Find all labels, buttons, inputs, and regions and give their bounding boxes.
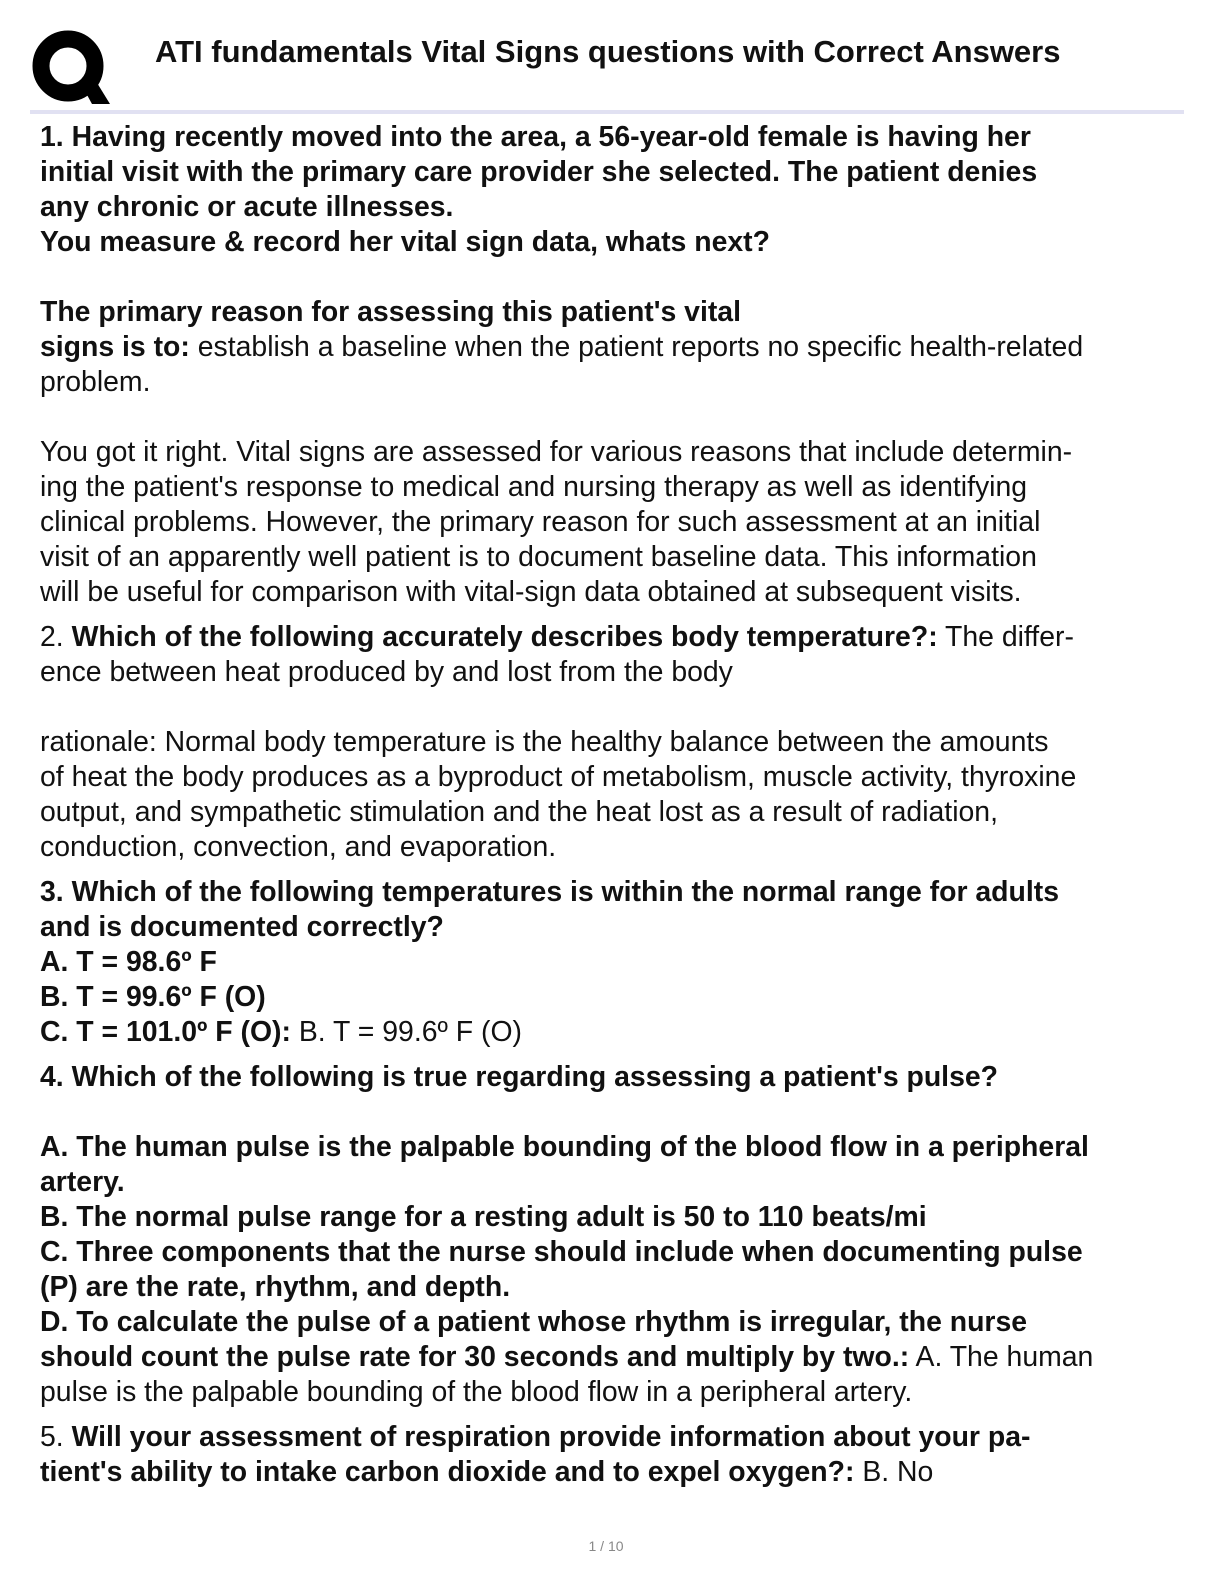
question-5-answer: B. No [862,1456,934,1488]
question-2-rationale: conduction, convection, and evaporation. [40,831,557,863]
question-5-line: tient's ability to intake carbon dioxide and to expel oxygen?: B. No [40,1456,934,1488]
question-list [40,120,1190,1490]
question-1 [40,120,1190,610]
question-5 [40,1420,1190,1490]
question-3-option: A. T = 98.6º F [40,946,217,978]
question-2-text: Which of the following accurately describes body temperature?: [71,621,938,653]
question-1-rationale: will be useful for comparison with vital-sign data obtained at subsequent visits. [40,576,1022,608]
question-2-rationale: rationale: Normal body temperature is the healthy balance between the amounts [40,726,1049,758]
question-4-option: D. To calculate the pulse of a patient whose rhythm is irregular, the nurse [40,1306,1028,1338]
question-4-answer: A. The human [915,1341,1094,1373]
question-4-option: (P) are the rate, rhythm, and depth. [40,1271,511,1303]
question-3 [40,875,1190,1050]
question-1-line: You measure & record her vital sign data, whats next? [40,226,770,258]
question-4-option: B. The normal pulse range for a resting adult is 50 to 110 beats/mi [40,1201,927,1233]
question-4-answer: pulse is the palpable bounding of the blood flow in a peripheral artery. [40,1376,913,1408]
question-1-line [40,120,1190,155]
page-number: 1 / 10 [588,1538,624,1554]
question-2-rationale: of heat the body produces as a byproduct of metabolism, muscle activity, thyroxine [40,761,1077,793]
question-2-rationale: output, and sympathetic stimulation and the heat lost as a result of radiation, [40,796,998,828]
question-5-number: 5. [40,1421,64,1453]
question-1-answer: signs is to: establish a baseline when the patient reports no specific health-related [40,331,1084,363]
quizlet-logo-icon [30,28,110,108]
question-1-line: initial visit with the primary care provider she selected. The patient denies [40,156,1038,188]
question-1-number: 1. [40,121,64,153]
question-1-answer: problem. [40,366,151,398]
document-title: ATI fundamentals Vital Signs questions with Correct Answers [155,34,1061,69]
question-3-line: 3. Which of the following temperatures is within the normal range for adults [40,876,1059,908]
question-1-prompt: The primary reason for assessing this patient's vital [40,296,741,328]
question-1-rationale: clinical problems. However, the primary reason for such assessment at an initial [40,506,1041,538]
header-divider [30,110,1184,114]
question-4-line: 4. Which of the following is true regarding assessing a patient's pulse? [40,1061,998,1093]
question-4 [40,1060,1190,1410]
question-2 [40,620,1190,865]
question-1-rationale: visit of an apparently well patient is to document baseline data. This information [40,541,1037,573]
question-2-answer: The differ- [945,621,1074,653]
question-4-option: artery. [40,1166,125,1198]
question-2-answer: ence between heat produced by and lost from the body [40,656,733,688]
question-3-option: B. T = 99.6º F (O) [40,981,266,1013]
question-4-option: A. The human pulse is the palpable bounding of the blood flow in a peripheral [40,1131,1089,1163]
question-1-line: any chronic or acute illnesses. [40,191,454,223]
question-1-text: Having recently moved into the area, a 56-year-old female is having her [71,121,1031,153]
question-1-rationale: ing the patient's response to medical and nursing therapy as well as identifying [40,471,1028,503]
question-1-rationale: You got it right. Vital signs are assessed for various reasons that include determin- [40,436,1073,468]
question-2-line [40,620,1190,655]
question-3-answer: B. T = 99.6º F (O) [298,1016,522,1048]
question-2-number: 2. [40,621,64,653]
question-3-option: C. T = 101.0º F (O): B. T = 99.6º F (O) [40,1016,522,1048]
question-4-option: should count the pulse rate for 30 seconds and multiply by two.: A. The human [40,1341,1094,1373]
question-4-option: C. Three components that the nurse should include when documenting pulse [40,1236,1083,1268]
question-3-line: and is documented correctly? [40,911,444,943]
question-5-line: 5. Will your assessment of respiration provide information about your pa- [40,1421,1031,1453]
